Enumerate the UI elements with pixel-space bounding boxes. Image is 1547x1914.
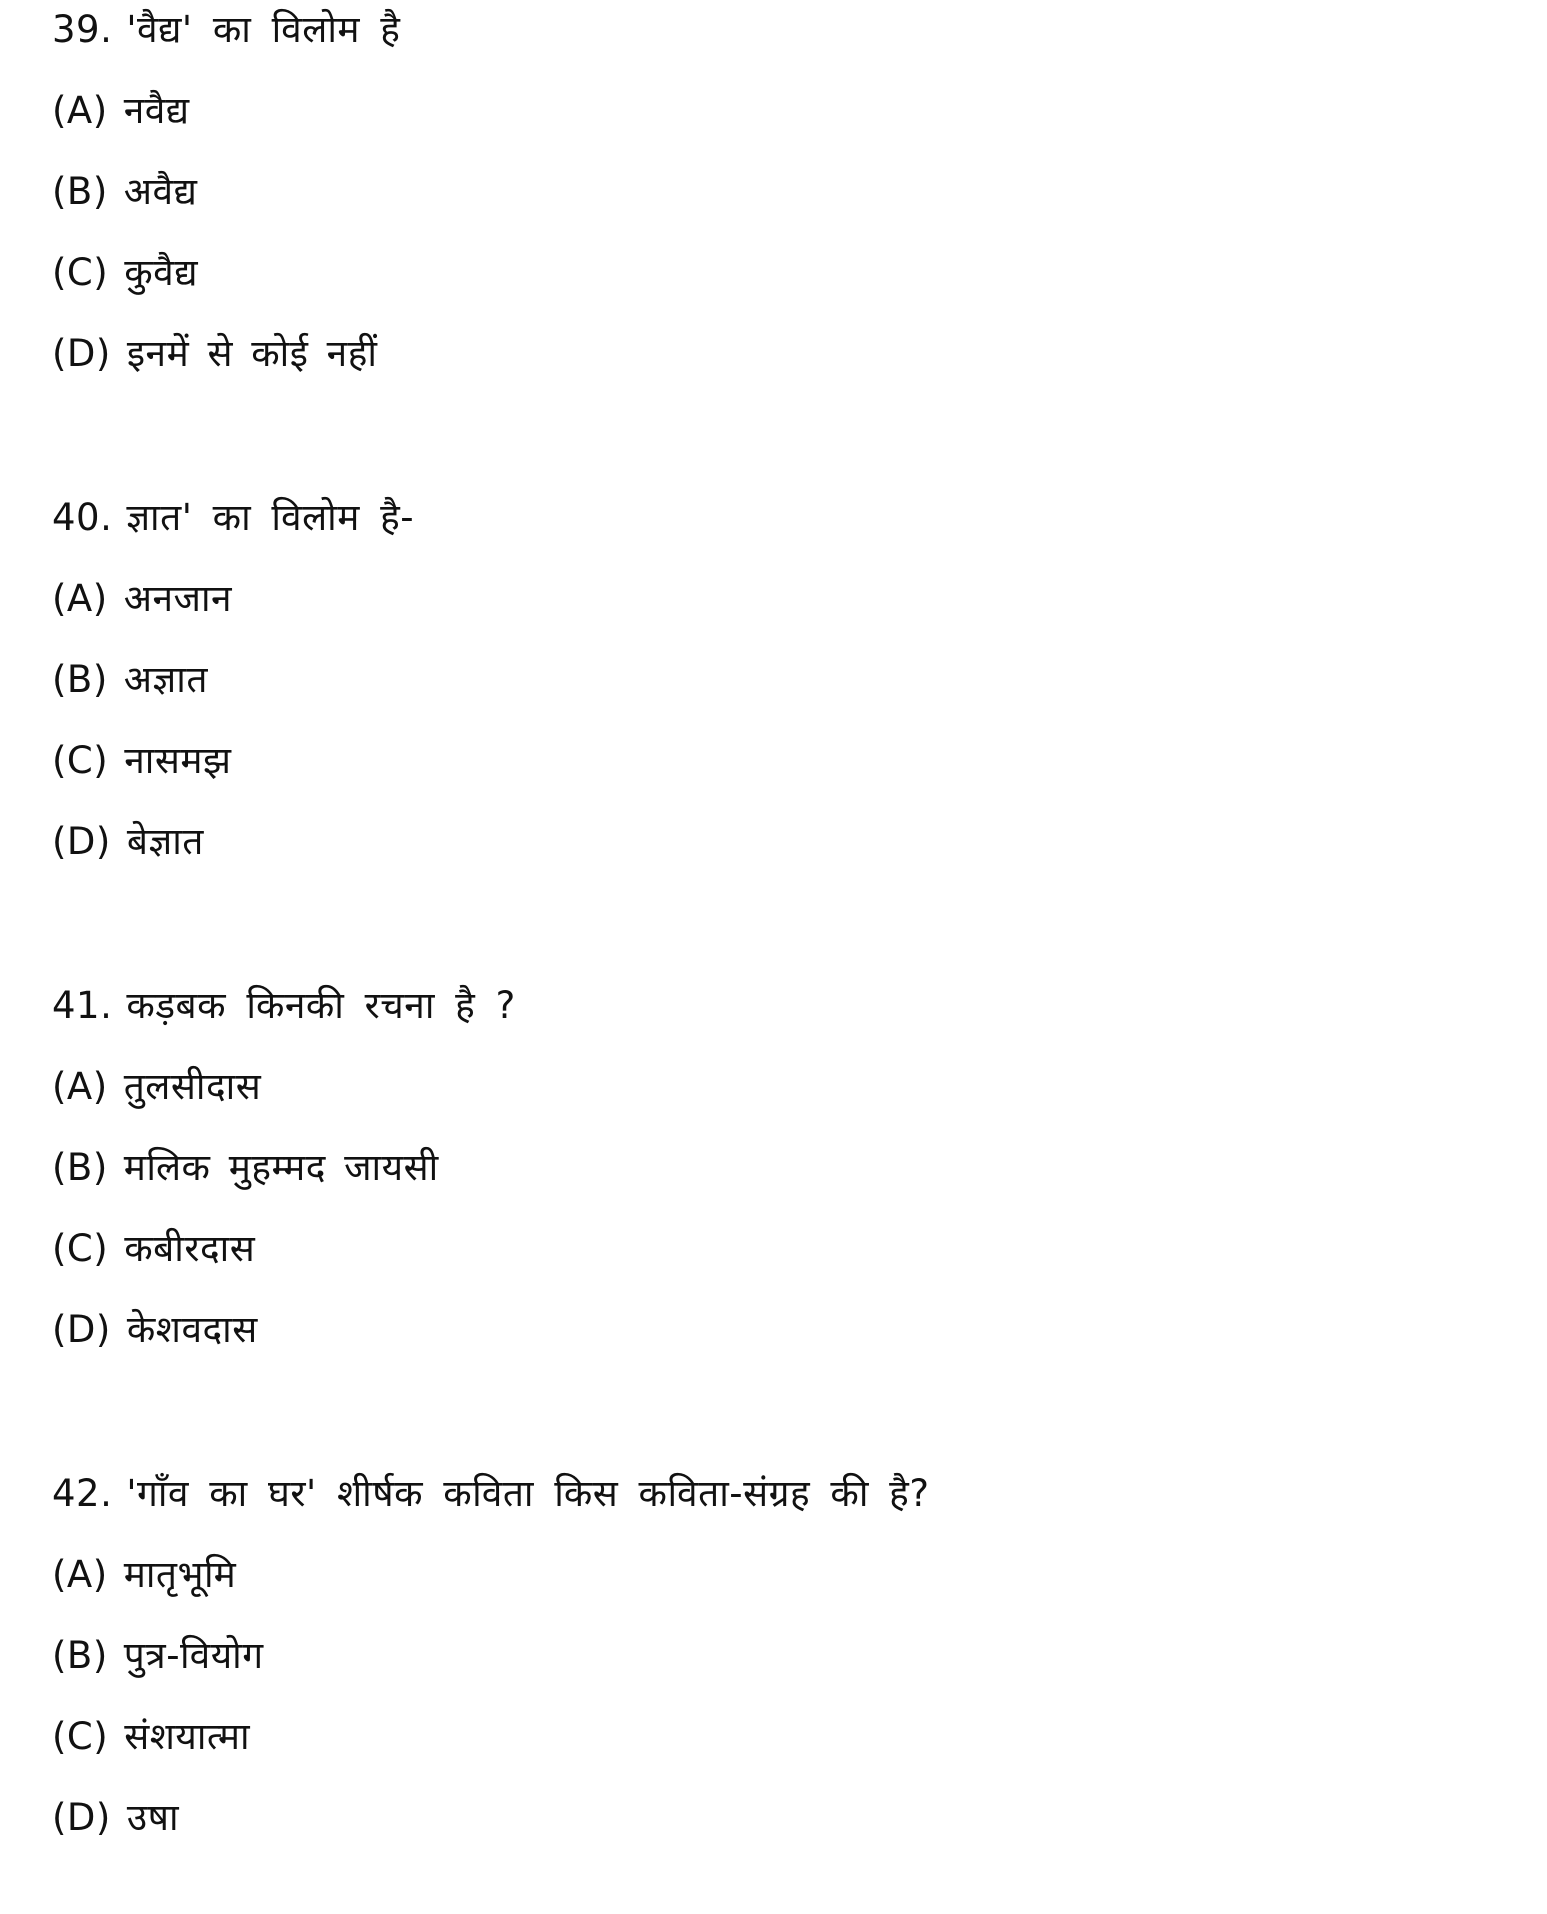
option-c bbox=[52, 1219, 1492, 1300]
option-text: बेज्ञात bbox=[126, 820, 204, 863]
option-label: (A) bbox=[52, 1065, 108, 1108]
option-text: तुलसीदास bbox=[123, 1065, 262, 1108]
question-text: ज्ञात' का विलोम है- bbox=[126, 496, 415, 539]
option-label: (B) bbox=[52, 1634, 108, 1677]
option-text: उषा bbox=[126, 1796, 180, 1839]
option-text: नवैद्य bbox=[123, 89, 190, 132]
option-text: अनजान bbox=[123, 577, 233, 620]
option-b bbox=[52, 162, 1492, 243]
option-d bbox=[52, 1788, 1492, 1869]
question-number: 40. bbox=[52, 496, 113, 539]
question-text-row bbox=[52, 1464, 1492, 1545]
question-text-row bbox=[52, 0, 1492, 81]
question-text: 'गाँव का घर' शीर्षक कविता किस कविता-संग्रह की है? bbox=[126, 1472, 930, 1515]
option-text: संशयात्मा bbox=[124, 1715, 251, 1758]
question-text: 'वैद्य' का विलोम है bbox=[126, 8, 401, 51]
question-text: कड़बक किनकी रचना है ? bbox=[126, 984, 516, 1027]
question-42 bbox=[52, 1464, 1492, 1869]
option-c bbox=[52, 243, 1492, 324]
option-label: (B) bbox=[52, 658, 108, 701]
question-number: 39. bbox=[52, 8, 113, 51]
option-a bbox=[52, 81, 1492, 162]
option-label: (B) bbox=[52, 170, 108, 213]
option-label: (D) bbox=[52, 820, 111, 863]
option-b bbox=[52, 1626, 1492, 1707]
option-a bbox=[52, 1545, 1492, 1626]
option-d bbox=[52, 812, 1492, 893]
option-label: (D) bbox=[52, 1796, 111, 1839]
option-a bbox=[52, 569, 1492, 650]
option-text: इनमें से कोई नहीं bbox=[126, 332, 378, 375]
option-label: (A) bbox=[52, 577, 108, 620]
option-text: अज्ञात bbox=[123, 658, 208, 701]
option-label: (A) bbox=[52, 89, 108, 132]
question-41 bbox=[52, 976, 1492, 1381]
option-label: (D) bbox=[52, 1308, 111, 1351]
option-text: कुवैद्य bbox=[124, 251, 199, 294]
question-number: 41. bbox=[52, 984, 113, 1027]
option-text: केशवदास bbox=[126, 1308, 258, 1351]
option-text: मलिक मुहम्मद जायसी bbox=[123, 1146, 439, 1189]
question-text-row bbox=[52, 488, 1492, 569]
option-c bbox=[52, 1707, 1492, 1788]
question-text-row bbox=[52, 976, 1492, 1057]
option-text: नासमझ bbox=[124, 739, 232, 782]
option-label: (D) bbox=[52, 332, 111, 375]
option-a bbox=[52, 1057, 1492, 1138]
option-d bbox=[52, 1300, 1492, 1381]
question-number: 42. bbox=[52, 1472, 113, 1515]
option-text: अवैद्य bbox=[123, 170, 198, 213]
option-text: मातृभूमि bbox=[123, 1553, 237, 1596]
option-text: पुत्र-वियोग bbox=[123, 1634, 264, 1677]
option-text: कबीरदास bbox=[124, 1227, 256, 1270]
option-b bbox=[52, 650, 1492, 731]
option-c bbox=[52, 731, 1492, 812]
option-label: (B) bbox=[52, 1146, 108, 1189]
option-label: (C) bbox=[52, 251, 109, 294]
question-39 bbox=[52, 0, 1492, 405]
option-label: (C) bbox=[52, 739, 109, 782]
option-d bbox=[52, 324, 1492, 405]
option-b bbox=[52, 1138, 1492, 1219]
option-label: (A) bbox=[52, 1553, 108, 1596]
option-label: (C) bbox=[52, 1715, 109, 1758]
option-label: (C) bbox=[52, 1227, 109, 1270]
question-40 bbox=[52, 488, 1492, 893]
